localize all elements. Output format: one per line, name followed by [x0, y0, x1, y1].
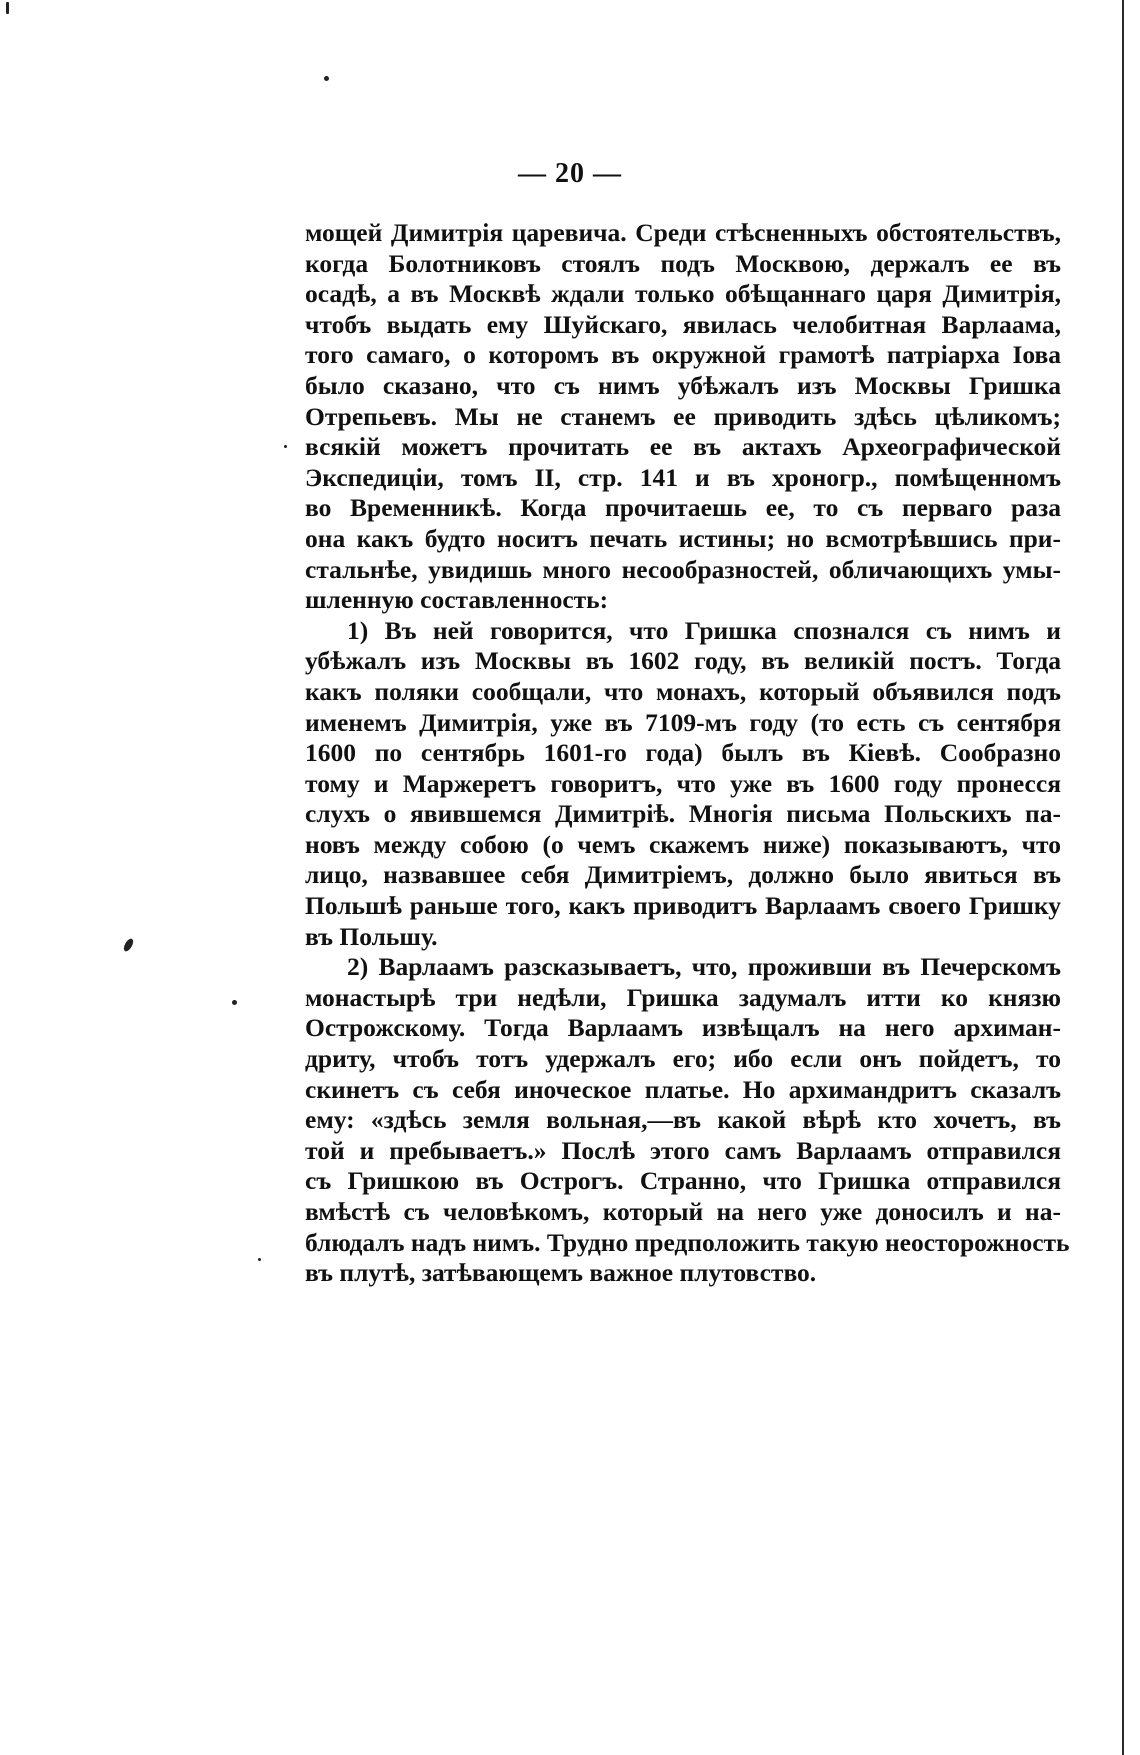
text-line: той и пребываетъ.» Послѣ этого самъ Варлаамъ отправился	[305, 1135, 1061, 1165]
text-line: скинетъ съ себя иноческое платье. Но архимандритъ сказалъ	[305, 1074, 1061, 1104]
text-line: лицо, назвавшее себя Димитріемъ, должно было явиться въ	[305, 860, 1061, 890]
page-number: — 20 —	[518, 158, 622, 189]
text-line: всякій можетъ прочитать ее въ актахъ Археографической	[305, 432, 1061, 462]
text-line: въ Польшу.	[305, 921, 438, 951]
text-line: съ Гришкою въ Острогъ. Странно, что Гришка отправился	[305, 1166, 1061, 1196]
text-line: осадѣ, а въ Москвѣ ждали только обѣщаннаго царя Димитрія,	[305, 279, 1061, 309]
text-line: именемъ Димитрія, уже въ 7109-мъ году (то есть съ сентября	[305, 707, 1061, 737]
text-line: монастырѣ три недѣли, Гришка задумалъ итти ко князю	[305, 982, 1061, 1012]
text-line: того самаго, о которомъ въ окружной грамотѣ патріарха Іова	[305, 340, 1061, 370]
text-line: слухъ о явившемся Димитріѣ. Многія письма Польскихъ па-	[305, 799, 1061, 829]
scan-speck	[122, 937, 135, 953]
text-line: она какъ будто носитъ печать истины; но всмотрѣвшись при-	[305, 523, 1061, 553]
scan-speck	[6, 2, 9, 14]
text-line: блюдалъ надъ нимъ. Трудно предположить такую неосторожность	[305, 1227, 1070, 1257]
text-line: вмѣстѣ съ человѣкомъ, который на него уже доносилъ и на-	[305, 1197, 1061, 1226]
text-line: тому и Маржеретъ говоритъ, что уже въ 1600 году пронесся	[305, 768, 1061, 798]
text-line: убѣжалъ изъ Москвы въ 1602 году, въ великій постъ. Тогда	[305, 646, 1061, 676]
text-line: было сказано, что съ нимъ убѣжалъ изъ Москвы Гришка	[305, 370, 1061, 400]
scan-speck	[258, 1258, 261, 1261]
text-line: мощей Димитрія царевича. Среди стѣсненныхъ обстоятельствъ,	[305, 218, 1061, 247]
text-line: 2) Варлаамъ разсказываетъ, что, проживши въ Печерскомъ	[347, 952, 1061, 982]
text-line: 1600 по сентябрь 1601-го года) былъ въ Кіевѣ. Сообразно	[305, 738, 1061, 768]
scan-speck	[284, 445, 287, 448]
text-line: ему: «здѣсь земля вольная,—въ какой вѣрѣ кто хочетъ, въ	[305, 1105, 1061, 1135]
text-line: когда Болотниковъ стоялъ подъ Москвою, держалъ ее въ	[305, 248, 1061, 278]
text-line: чтобъ выдать ему Шуйскаго, явилась челобитная Варлаама,	[305, 309, 1061, 339]
scan-speck	[232, 1000, 237, 1005]
text-line: какъ поляки сообщали, что монахъ, который объявился подъ	[305, 676, 1061, 706]
text-line: Польшѣ раньше того, какъ приводитъ Варлаамъ своего Гришку	[305, 891, 1061, 921]
text-line: Отрепьевъ. Мы не станемъ ее приводить здѣсь цѣликомъ;	[305, 401, 1061, 431]
body-text	[305, 218, 1070, 1289]
text-line: въ плутѣ, затѣвающемъ важное плутовство.	[305, 1258, 817, 1288]
text-line: 1) Въ ней говорится, что Гришка спознался съ нимъ и	[347, 615, 1061, 645]
page-edge-line	[1122, 0, 1124, 1755]
text-line: Острожскому. Тогда Варлаамъ извѣщалъ на него архиман-	[305, 1013, 1061, 1043]
text-line: стальнѣе, увидишь много несообразностей, обличающихъ умы-	[305, 554, 1061, 584]
scan-speck	[324, 76, 329, 81]
text-line: новъ между собою (о чемъ скажемъ ниже) показываютъ, что	[305, 829, 1061, 859]
text-line: дриту, чтобъ тотъ удержалъ его; ибо если онъ пойдетъ, то	[305, 1044, 1061, 1074]
text-line: Экспедиціи, томъ II, стр. 141 и въ хроногр., помѣщенномъ	[305, 462, 1061, 492]
text-line: шленную составленность:	[305, 585, 609, 615]
text-line: во Временникѣ. Когда прочитаешь ее, то съ перваго раза	[305, 493, 1061, 523]
